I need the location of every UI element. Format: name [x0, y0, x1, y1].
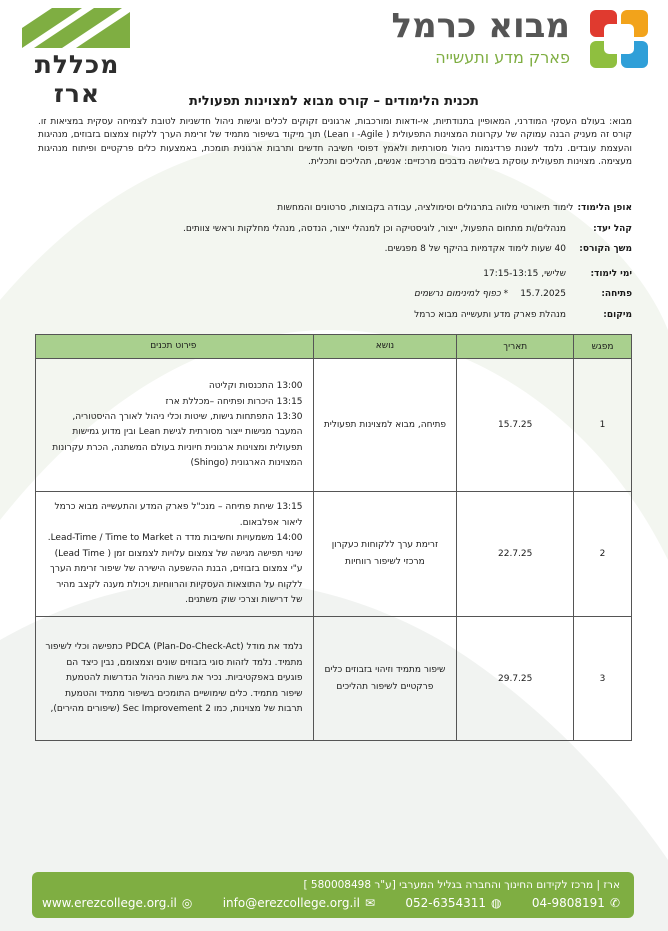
website-icon: ◎: [181, 896, 193, 910]
header-meeting: מפגש: [574, 335, 632, 359]
footer-email[interactable]: [223, 896, 375, 910]
meeting-number: 1: [574, 359, 632, 492]
intro-paragraph: מבוא: בעולם העסקי המודרני, המאופיין בתנודתיות, אי-ודאות ומורכבות, ארגונים זקוקים לכלים וגישות ניהול חדשניות לטובת לצמיחה עסקית במציאות זו. קורס זה מעניק הבנה עמוקה של עקרונות המצוינות התפעולית ( Agile- ו Lean) תוך מיקוד בשיפור מתמיד של זרימת הערך ללקוח צמצום בזבוזים, מנהיגות והעצמת עובדים. נלמד לשנות פרדיגמות ניהול מסורתיות ולאמץ דפוסי חשיבה חדשים ותרבות ארגונית תומכת, באמצעות כלים פרקטיים ופיתוח מנהיגות מעצימה. מצוינות תפעולית עוסקת בשלושה נדבכים מרכזיים: אנשים, תהליכים ותכלית.: [38, 117, 633, 168]
table-row: [36, 492, 632, 617]
footer-phone[interactable]: [532, 896, 620, 910]
footer-website[interactable]: [42, 896, 192, 910]
phone-icon: ✆: [609, 896, 620, 910]
whatsapp-number: 052-6354311: [405, 896, 487, 910]
detail-line: 13:15 היכרות ופתיחה –מכללת ארז: [165, 396, 303, 407]
meeting-date: 29.7.25: [457, 617, 574, 741]
meeting-detail: [36, 617, 314, 741]
mevo-carmel-logo: [391, 6, 650, 76]
meeting-date: 22.7.25: [457, 492, 574, 617]
scope-row: [38, 244, 632, 254]
footer-whatsapp[interactable]: [405, 896, 501, 910]
location-row: [38, 310, 632, 320]
location-label: מיקום:: [603, 310, 632, 320]
meeting-detail: [36, 359, 314, 492]
table-header-row: [36, 335, 632, 359]
meeting-topic: זרימת ערך ללקוחות כעקרון מרכזי לשיפור רווחיות: [313, 492, 457, 617]
page-title: תכנית הלימודים – קורס מבוא למצוינות תפעולית: [189, 94, 479, 109]
email-address: info@erezcollege.org.il: [222, 896, 360, 910]
erez-logo-text: מכללת ארז: [34, 50, 120, 108]
header-topic: נושא: [313, 335, 457, 359]
method-row: [38, 203, 632, 213]
footer-bar: [32, 872, 634, 918]
detail-line: 13:30 התפתחות גישות, שיטות וכלי ניהול לאורך ההיסטוריה, המעבר מגישות ייצור מסורתית לגישת Lean ובין מדוע גמישות תפעולית ומצוינות ארגונית חיוניות בעולם המשתנה, הכרת עקרונות המצוינות הארגונית (Shingo): [52, 412, 303, 469]
meeting-number: 2: [574, 492, 632, 617]
mevo-carmel-cube-logo: [588, 8, 650, 70]
opening-note: * כפוף למינימום נרשמים: [413, 289, 509, 299]
website-url: www.erezcollege.org.il: [42, 896, 177, 910]
scope-value: 40 שעות לימוד אקדמיות בהיקף של 8 מפגשים.: [384, 244, 566, 254]
center-subtitle: פארק מדע ותעשייה: [435, 48, 570, 67]
erez-logo-mark: [22, 8, 130, 48]
header-detail: פירוט תכנים: [36, 335, 314, 359]
meeting-topic: שיפור מתמיד וזיהוי בזבוזים כלים פרקטיים לשיפור תהליכים: [313, 617, 457, 741]
opening-label: פתיחה:: [601, 289, 632, 299]
footer-contacts: [42, 896, 620, 910]
table-row: [36, 359, 632, 492]
method-label: אופן הלימוד:: [577, 203, 632, 213]
scope-label: משך הקורס:: [579, 244, 632, 254]
detail-line: 13:00 התכנסות וקליטה: [208, 381, 303, 392]
header-date: תאריך: [457, 335, 574, 359]
table-row: [36, 617, 632, 741]
footer-org-line: ארז | מרכז לקידום החינוך והחברה בגליל המערבי [ע"ר 580008498 ]: [303, 879, 620, 891]
erez-college-logo: [22, 8, 132, 108]
detail-line: 14:00 משמעויות וחשיבות מדד ה Lead-Time / Time to Market.: [47, 533, 303, 544]
meeting-detail: [36, 492, 314, 617]
days-label: ימי לימוד:: [590, 269, 632, 279]
detail-line: שינוי תפישה מגישה של צמצום עלויות לצמצום זמן ( Lead Time) ע"י צמצום בזבוזים, הבנת ההשפעה הישירה של שיפור זרימת הערך ללקוח על התוצאות העסקיות והרווחיות ויכולת מענה לקצב מהיר של דרישות וצרכי שוק משתנים.: [50, 548, 303, 605]
audience-label: קהל יעד:: [593, 224, 632, 234]
meeting-topic: פתיחה, מבוא למצוינות תפעולית: [313, 359, 457, 492]
whatsapp-icon: ◍: [491, 896, 502, 910]
opening-row: [38, 289, 632, 299]
days-value: שלישי, 17:15-13:15: [483, 269, 566, 279]
meeting-date: 15.7.25: [457, 359, 574, 492]
center-name: מבוא כרמל: [391, 6, 570, 46]
audience-value: מנהלים/ות מתחום התפעול, ייצור, לוגיסטיקה וכן למנהלי ייצור, הנדסה, מנהלי מחלקות וראשי צוותים.: [182, 224, 566, 234]
schedule-table: [35, 334, 632, 741]
phone-number: 04-9808191: [531, 896, 605, 910]
location-value: מנהלת פארק מדע ותעשייה מבוא כרמל: [414, 310, 566, 320]
opening-value: 15.7.2025: [520, 289, 566, 299]
meeting-number: 3: [574, 617, 632, 741]
detail-line: נלמד את מודל PDCA (Plan-Do-Check-Act) כתפישה וכלי לשיפור מתמיד. נלמד לזהות סוגי בזבוזים שונים וצמצומם, נבין כיצד הם פוגעים באפקטיביות. נכיר את גישות הניהול הנדרשות להטמעת שיפור מתמיד. כלים שימושיים התומכים בשיפור מתמיד והטמעת תרבות של מצוינות, כמו 2 Sec Improvement (שיפורים מהירים),: [45, 642, 303, 715]
email-icon: ✉: [364, 896, 375, 910]
audience-row: [38, 224, 632, 234]
days-row: [38, 269, 632, 279]
method-value: לימוד תיאורטי מלווה בתרגולים וסימולציה, עבודה בקבוצות, סרטונים והמחשות: [277, 203, 574, 213]
detail-line: 13:15 שיחת פתיחה – מנכ"ל פארק המדע והתעשייה מבוא כרמל ליאור אפלבאום.: [54, 502, 303, 528]
